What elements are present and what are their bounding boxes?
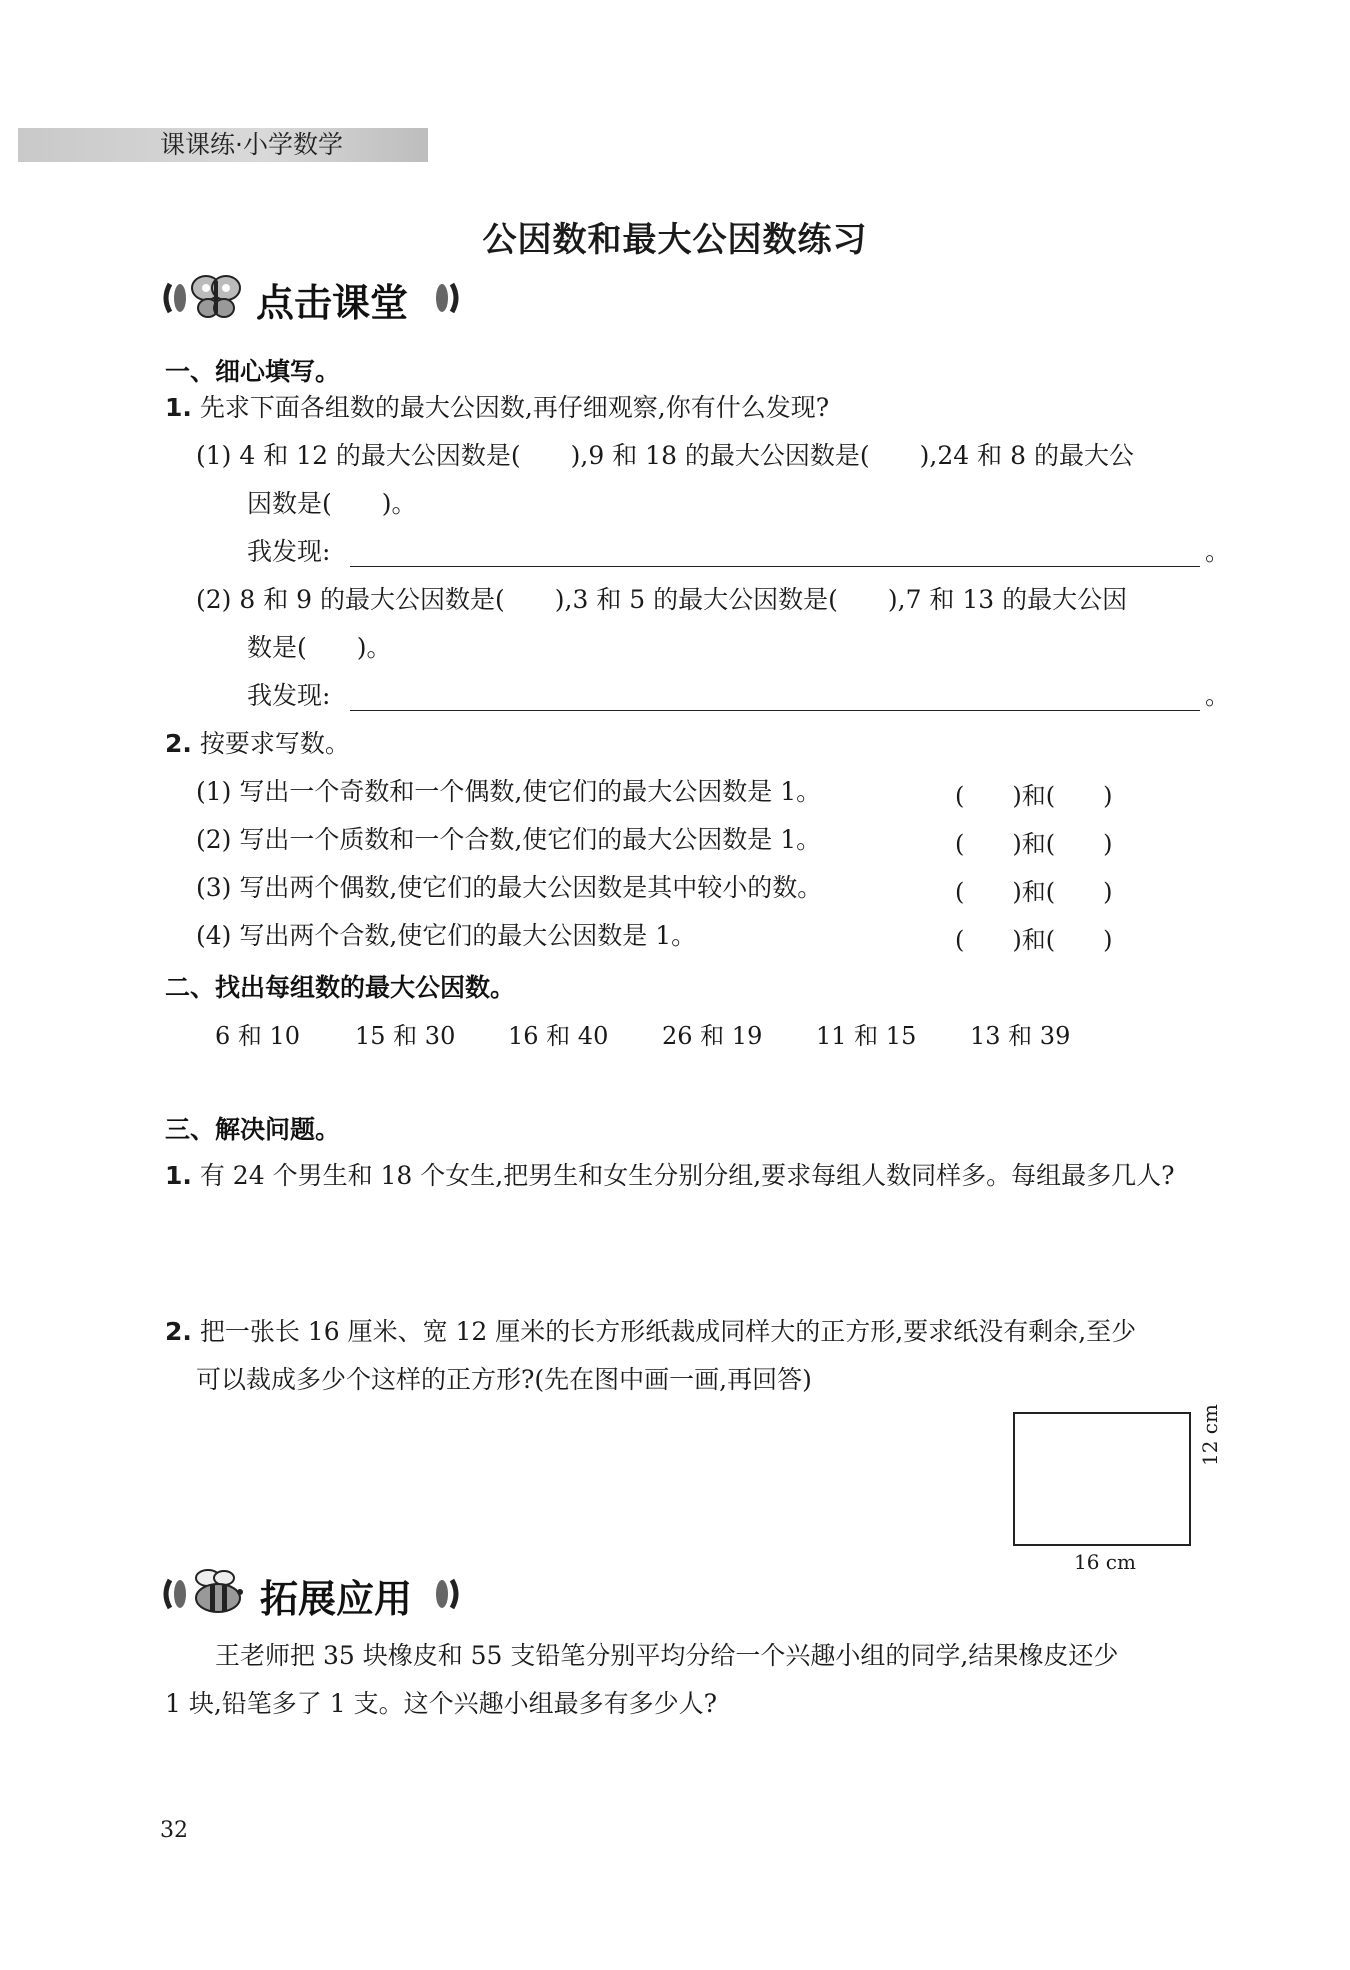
gcd-pair: 16 和 40 [508,1022,609,1050]
section3-heading: 三、解决问题。 [165,1115,341,1144]
extension-badge-label: 拓展应用 [260,1577,413,1621]
bee-icon [184,1568,254,1616]
s1-q2-line [165,728,350,760]
s3-q1-line [165,1160,1175,1192]
discover2-end-mark: 。 [1205,681,1231,710]
s3-q1-text: 有 24 个男生和 18 个女生,把男生和女生分别分组,要求每组人数同样多。每组最多几人? [199,1161,1175,1190]
s1-q2-item-1-blank[interactable]: ( )和( ) [955,782,1113,810]
s1-q2-item-2: (2) 写出一个质数和一个合数,使它们的最大公因数是 1。 [196,825,822,854]
s1-q1-p2-line1: (2) 8 和 9 的最大公因数是( ),3 和 5 的最大公因数是( ),7 和 13 的最大公因 [196,585,1128,614]
section2-heading: 二、找出每组数的最大公因数。 [165,973,516,1002]
s3-q2-number: 2. [165,1317,192,1346]
s1-q1-p1-line1: (1) 4 和 12 的最大公因数是( ),9 和 18 的最大公因数是( ),24 和 8 的最大公 [196,441,1134,470]
extension-badge [160,1566,460,1621]
s1-q1-number: 1. [165,393,192,422]
gcd-pair: 15 和 30 [355,1022,456,1050]
discover1-end-mark: 。 [1205,537,1231,566]
extension-line2: 1 块,铅笔多了 1 支。这个兴趣小组最多有多少人? [165,1689,718,1718]
s1-q2-item-4: (4) 写出两个合数,使它们的最大公因数是 1。 [196,921,697,950]
s1-q1-p1-line2: 因数是( )。 [247,489,417,518]
extension-line1: 王老师把 35 块橡皮和 55 支铅笔分别平均分给一个兴趣小组的同学,结果橡皮还少 [215,1641,1119,1670]
s1-q1-discover1-label: 我发现: [247,537,331,566]
discover2-answer-line[interactable] [350,710,1200,711]
s1-q1-line [165,392,829,424]
s3-q2-line2: 可以裁成多少个这样的正方形?(先在图中画一画,再回答) [196,1365,812,1394]
s1-q1-p2-line2: 数是( )。 [247,633,392,662]
s1-q1-text: 先求下面各组数的最大公因数,再仔细观察,你有什么发现? [199,393,830,422]
s1-q2-number: 2. [165,729,192,758]
butterfly-icon [188,270,244,322]
s1-q2-item-3-blank[interactable]: ( )和( ) [955,878,1113,906]
gcd-pair: 13 和 39 [970,1022,1071,1050]
classroom-badge [160,270,460,325]
s3-q2-line1 [165,1316,1136,1348]
s3-q2-text-1: 把一张长 16 厘米、宽 12 厘米的长方形纸裁成同样大的正方形,要求纸没有剩余,至少 [199,1317,1137,1346]
s3-q1-number: 1. [165,1161,192,1190]
s1-q2-item-2-blank[interactable]: ( )和( ) [955,830,1113,858]
page-title: 公因数和最大公因数练习 [482,220,868,260]
gcd-pair: 26 和 19 [662,1022,763,1050]
classroom-badge-label: 点击课堂 [256,281,409,325]
page-number: 32 [160,1818,188,1843]
s1-q2-item-1: (1) 写出一个奇数和一个偶数,使它们的最大公因数是 1。 [196,777,822,806]
section1-heading: 一、细心填写。 [165,357,341,386]
discover1-answer-line[interactable] [350,566,1200,567]
rectangle-figure[interactable] [1013,1412,1191,1546]
s1-q2-item-3: (3) 写出两个偶数,使它们的最大公因数是其中较小的数。 [196,873,823,902]
s1-q2-text: 按要求写数。 [199,729,350,758]
s1-q2-item-4-blank[interactable]: ( )和( ) [955,926,1113,954]
gcd-pair: 11 和 15 [816,1022,917,1050]
gcd-pair: 6 和 10 [215,1022,301,1050]
rect-width-label: 16 cm [1074,1550,1136,1574]
book-series-label: 课课练·小学数学 [160,130,343,159]
rect-height-label: 12 cm [1198,1404,1222,1466]
s1-q1-discover2-label: 我发现: [247,681,331,710]
